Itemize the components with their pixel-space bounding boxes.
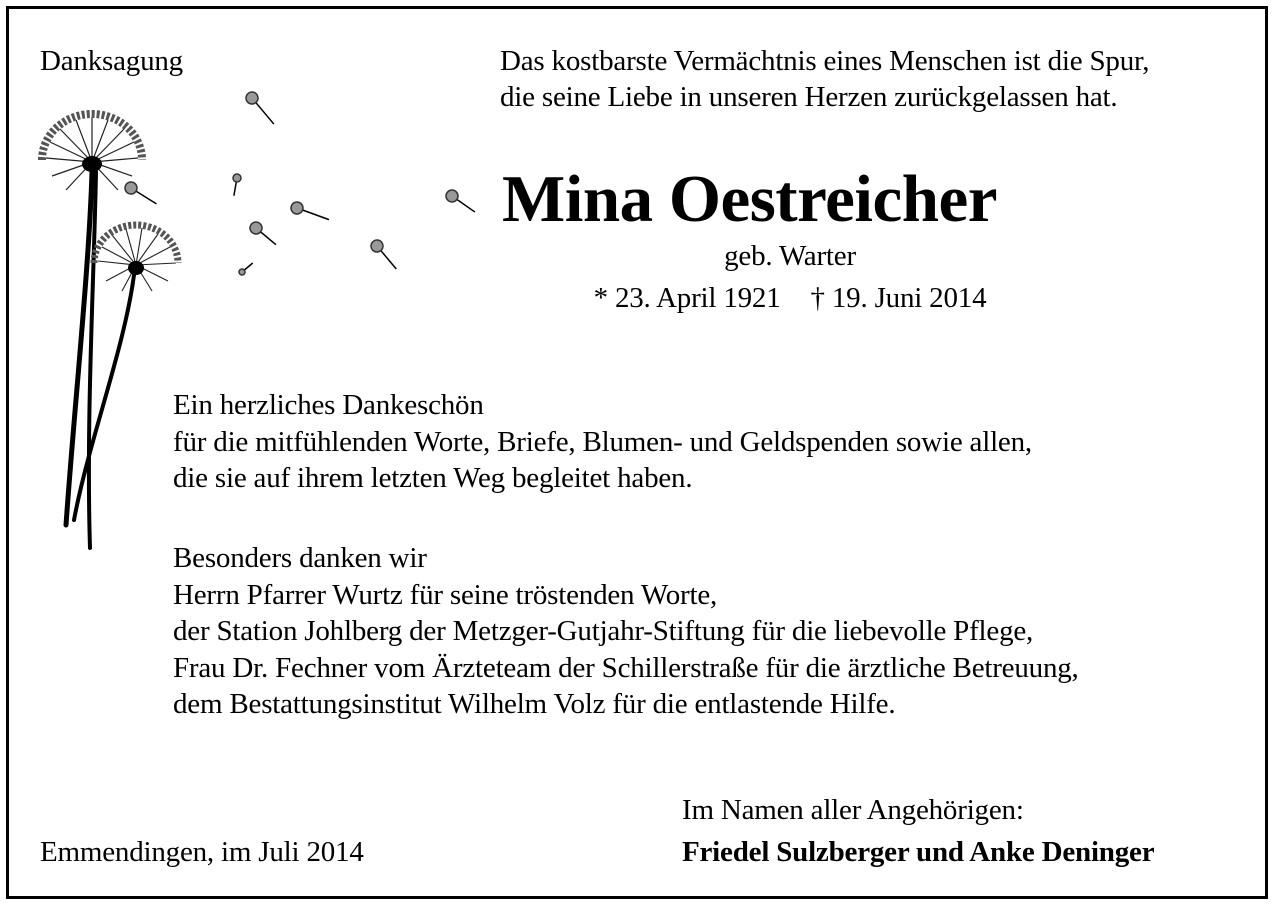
maiden-name: geb. Warter [724,240,856,272]
thanks-line: Ein herzliches Dankeschön [173,389,484,421]
special-thanks-line: Besonders danken wir [173,542,427,574]
life-dates [500,280,1080,316]
thanks-line: für die mitfühlenden Worte, Briefe, Blumen- und Geldspenden sowie allen, [173,425,1032,458]
birth-date: * 23. April 1921 [593,282,781,314]
thanks-paragraph [173,387,1032,497]
special-thanks-line: Herrn Pfarrer Wurtz für seine tröstenden Worte, [173,578,718,611]
thanks-line: die sie auf ihrem letzten Weg begleitet haben. [173,462,693,494]
deceased-name: Mina Oestreicher [502,162,997,236]
special-thanks-line: Frau Dr. Fechner vom Ärzteteam der Schillerstraße für die ärztliche Betreuung, [173,651,1079,684]
quote-line: die seine Liebe in unseren Herzen zurückgelassen hat. [500,81,1118,113]
death-date: † 19. Juni 2014 [810,282,987,314]
special-thanks-line: dem Bestattungsinstitut Wilhelm Volz für die entlastende Hilfe. [173,688,896,720]
quote-line: Das kostbarste Vermächtnis eines Menschen ist die Spur, [500,45,1150,77]
signatories: Friedel Sulzberger und Anke Deninger [682,836,1155,868]
quote [500,43,1149,115]
place-date: Emmendingen, im Juli 2014 [40,836,364,868]
notice-heading: Danksagung [40,45,183,77]
on-behalf-line: Im Namen aller Angehörigen: [682,794,1024,826]
special-thanks-paragraph [173,540,1079,723]
dandelion-head-2 [94,225,178,291]
special-thanks-line: der Station Johlberg der Metzger-Gutjahr-Stiftung für die liebevolle Pflege, [173,615,1034,647]
